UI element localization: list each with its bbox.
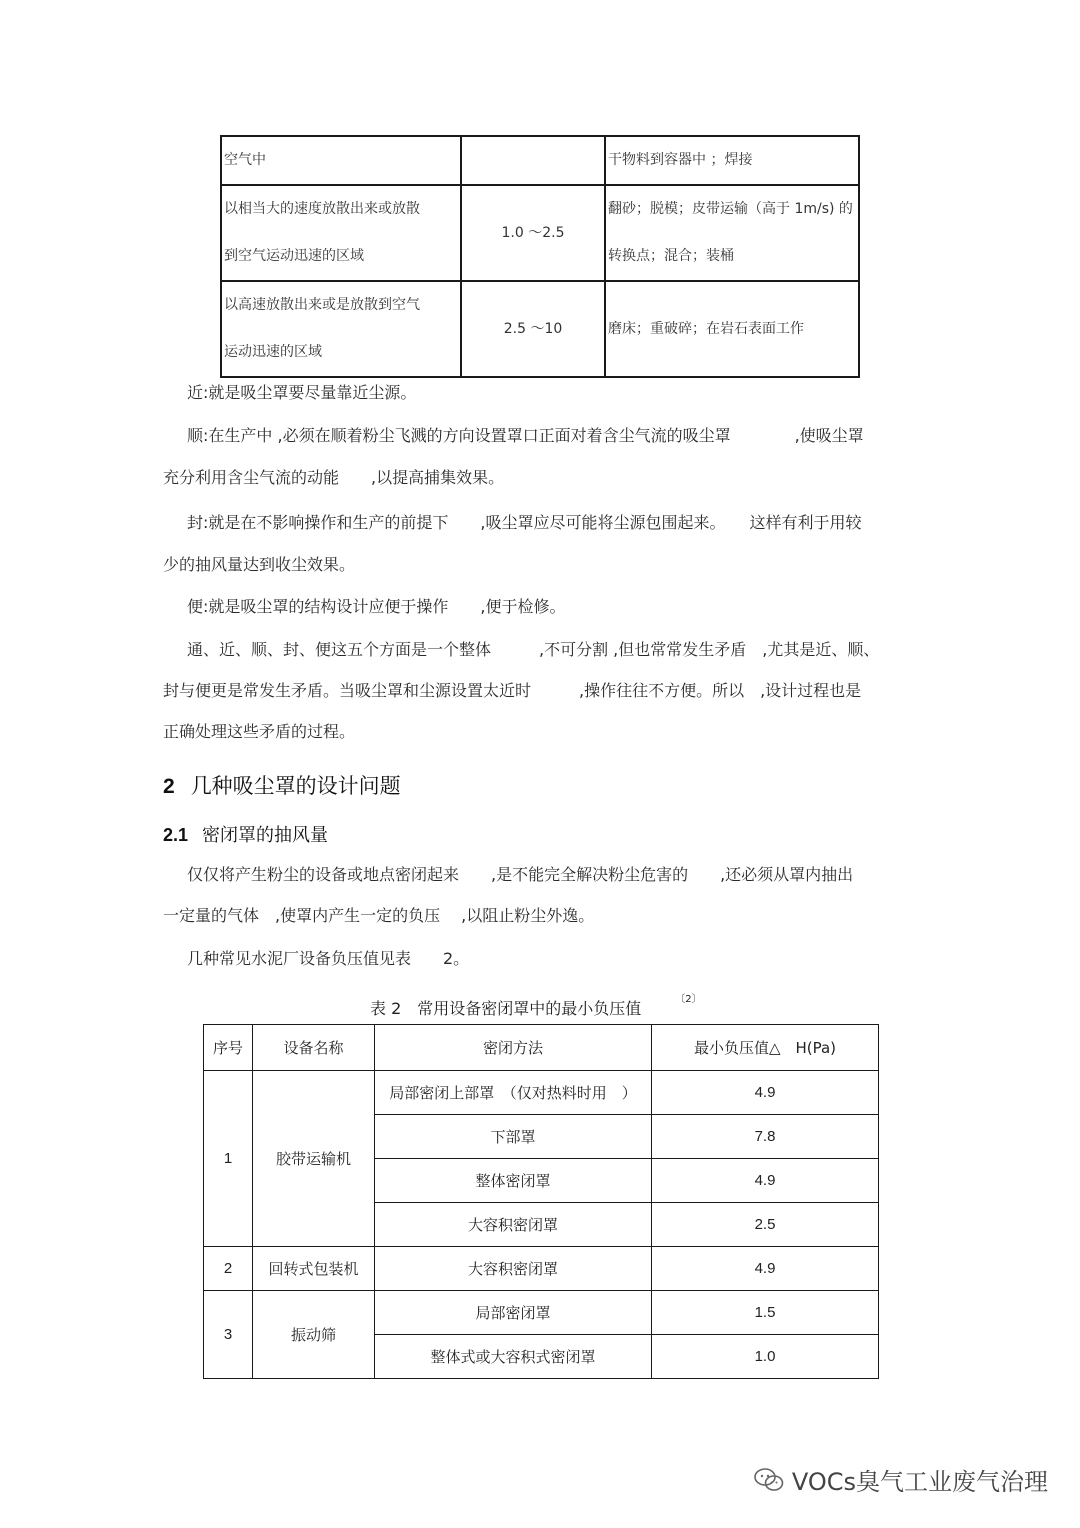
wechat-icon bbox=[754, 1467, 784, 1493]
table-cell: 整体密闭罩 bbox=[375, 1159, 652, 1203]
watermark-text: VOCs臭气工业废气治理 bbox=[791, 1468, 1048, 1496]
table-cell: 整体式或大容积式密闭罩 bbox=[375, 1335, 652, 1379]
cell-line: 以相当大的速度放散出来或放散 bbox=[224, 201, 420, 217]
paragraph-shun-line2: 充分利用含尘气流的动能 ,以提高捕集效果。 bbox=[163, 468, 505, 487]
table-cell bbox=[605, 185, 859, 281]
table-row bbox=[221, 185, 859, 281]
cell-line: 转换点；混合；装桶 bbox=[608, 248, 734, 264]
table-cell: 2.5 bbox=[652, 1203, 879, 1247]
section-number: 2 bbox=[163, 775, 175, 798]
caption-reference: 〔2〕 bbox=[675, 994, 702, 1005]
negative-pressure-table bbox=[203, 1024, 879, 1379]
table-cell: 大容积密闭罩 bbox=[375, 1247, 652, 1291]
table-row bbox=[204, 1071, 879, 1115]
header-cell: 密闭方法 bbox=[375, 1025, 652, 1071]
table-header-row bbox=[204, 1025, 879, 1071]
table-cell: 1.0 ～2.5 bbox=[461, 185, 605, 281]
table-cell: 4.9 bbox=[652, 1159, 879, 1203]
table-cell bbox=[221, 185, 461, 281]
table-cell: 4.9 bbox=[652, 1247, 879, 1291]
paragraph-shun-line1: 顺:在生产中 ,必须在顺着粉尘飞溅的方向设置罩口正面对着含尘气流的吸尘罩 ,使吸尘罩 bbox=[187, 426, 864, 445]
paragraph-tong-line1: 通、近、顺、封、便这五个方面是一个整体 ,不可分割 ,但也常常发生矛盾 ,尤其是近、顺、 bbox=[187, 640, 880, 659]
table-cell: 2.5 ～10 bbox=[461, 281, 605, 377]
cell-line: 运动迅速的区域 bbox=[224, 344, 322, 360]
subsection-title: 密闭罩的抽风量 bbox=[202, 825, 329, 846]
table-cell: 振动筛 bbox=[253, 1291, 375, 1379]
table-caption bbox=[370, 990, 702, 1019]
paragraph-jin: 近:就是吸尘罩要尽量靠近尘源。 bbox=[187, 383, 417, 402]
subsection-heading bbox=[163, 821, 328, 847]
table-row bbox=[204, 1291, 879, 1335]
table-cell: 1 bbox=[204, 1071, 253, 1247]
table-cell bbox=[461, 136, 605, 185]
paragraph-line: 仅仅将产生粉尘的设备或地点密闭起来 ,是不能完全解决粉尘危害的 ,还必须从罩内抽出 bbox=[187, 865, 854, 884]
paragraph-tong-line3: 正确处理这些矛盾的过程。 bbox=[163, 722, 356, 741]
table-cell: 7.8 bbox=[652, 1115, 879, 1159]
cell-line: 到空气运动迅速的区域 bbox=[224, 248, 364, 264]
table-cell: 胶带运输机 bbox=[253, 1071, 375, 1247]
table-row bbox=[221, 281, 859, 377]
table-row bbox=[204, 1247, 879, 1291]
dust-speed-table bbox=[220, 135, 860, 378]
section-title: 几种吸尘罩的设计问题 bbox=[190, 774, 401, 798]
cell-line: 以高速放散出来或是放散到空气 bbox=[224, 297, 420, 313]
paragraph-tong-line2: 封与便更是常发生矛盾。当吸尘罩和尘源设置太近时 ,操作往往不方便。所以 ,设计过程也是 bbox=[163, 681, 862, 700]
table-cell bbox=[221, 281, 461, 377]
table-cell: 2 bbox=[204, 1247, 253, 1291]
table-cell: 局部密闭罩 bbox=[375, 1291, 652, 1335]
section-heading bbox=[163, 770, 401, 800]
paragraph-bian: 便:就是吸尘罩的结构设计应便于操作 ,便于检修。 bbox=[187, 597, 566, 616]
subsection-number: 2.1 bbox=[163, 825, 189, 845]
table-cell: 1.5 bbox=[652, 1291, 879, 1335]
table-cell: 干物料到容器中 ；焊接 bbox=[605, 136, 859, 185]
paragraph-feng-line1: 封:就是在不影响操作和生产的前提下 ,吸尘罩应尽可能将尘源包围起来。 这样有利于用较 bbox=[187, 513, 862, 532]
cell-line: 翻砂；脱模；皮带运输（高于 1m/s) 的 bbox=[608, 201, 853, 217]
table-cell: 1.0 bbox=[652, 1335, 879, 1379]
table-row bbox=[221, 136, 859, 185]
paragraph-line: 一定量的气体 ,使罩内产生一定的负压 ,以阻止粉尘外逸。 bbox=[163, 906, 595, 925]
table-cell: 磨床；重破碎；在岩石表面工作 bbox=[605, 281, 859, 377]
header-cell: 最小负压值△ H(Pa) bbox=[652, 1025, 879, 1071]
table-cell: 大容积密闭罩 bbox=[375, 1203, 652, 1247]
header-cell: 序号 bbox=[204, 1025, 253, 1071]
table-cell: 3 bbox=[204, 1291, 253, 1379]
caption-text: 表 2 常用设备密闭罩中的最小负压值 bbox=[370, 999, 642, 1018]
table-cell: 空气中 bbox=[221, 136, 461, 185]
table-cell: 4.9 bbox=[652, 1071, 879, 1115]
table-cell: 局部密闭上部罩 （仅对热料时用 ） bbox=[375, 1071, 652, 1115]
paragraph-feng-line2: 少的抽风量达到收尘效果。 bbox=[163, 555, 356, 574]
paragraph-line: 几种常见水泥厂设备负压值见表 2。 bbox=[187, 949, 470, 968]
table-cell: 回转式包装机 bbox=[253, 1247, 375, 1291]
table-cell: 下部罩 bbox=[375, 1115, 652, 1159]
watermark bbox=[754, 1462, 1048, 1497]
header-cell: 设备名称 bbox=[253, 1025, 375, 1071]
